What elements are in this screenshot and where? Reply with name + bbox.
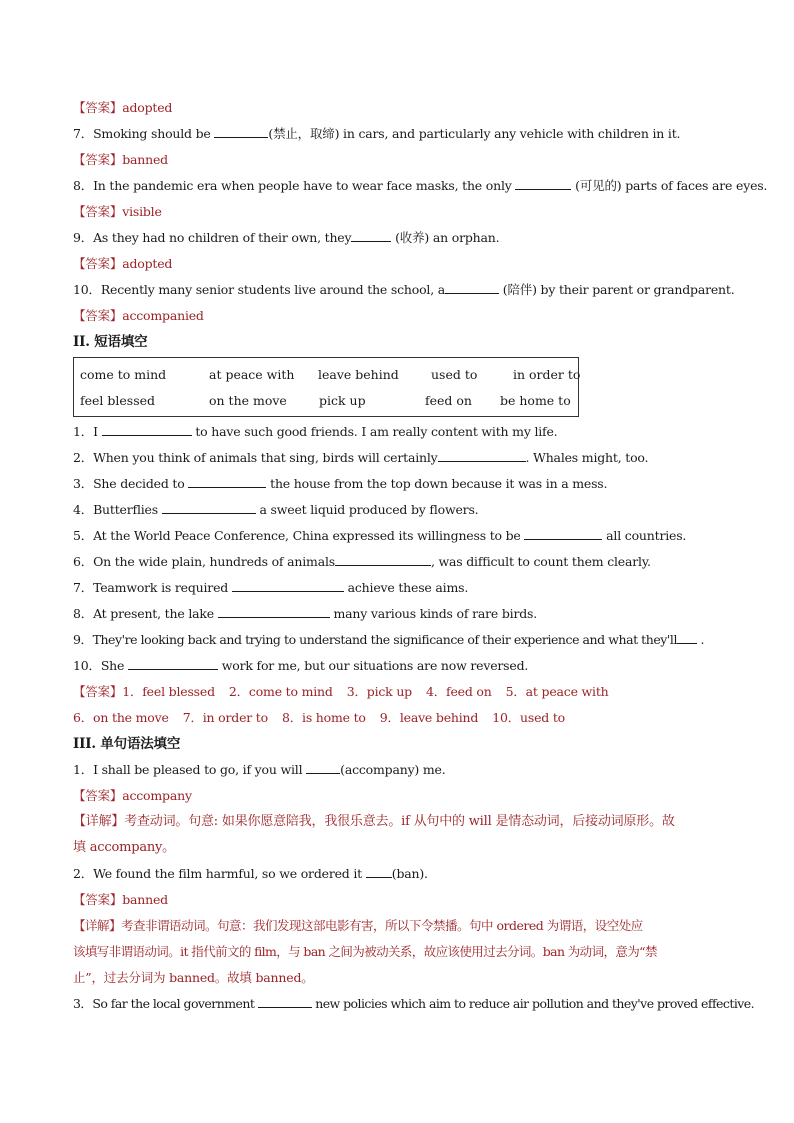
question-row: 2．When you think of animals that sing, birds will certainly . Whales might, too. [73, 450, 649, 465]
answer-line: 【答案】banned [73, 892, 168, 907]
blank[interactable] [188, 475, 266, 488]
phrase: feed on [425, 393, 472, 408]
question-10: 10．Recently many senior students live around the school, a (陪伴) by their parent or grandparent. [73, 282, 735, 297]
blank[interactable] [306, 761, 340, 774]
phrase: come to mind [80, 367, 167, 382]
question-row: 3．She decided to the house from the top down because it was in a mess. [73, 476, 608, 491]
question-row: 6．On the wide plain, hundreds of animals , was difficult to count them clearly. [73, 554, 651, 569]
blank[interactable] [445, 281, 499, 294]
blank[interactable] [258, 995, 312, 1008]
blank[interactable] [218, 605, 330, 618]
question-row: 7．Teamwork is required achieve these aims. [73, 580, 469, 595]
phrase: used to [431, 367, 478, 382]
question-row: 5．At the World Peace Conference, China expressed its willingness to be all countries. [73, 528, 687, 543]
phrase: at peace with [209, 367, 295, 382]
question-row: 9．They're looking back and trying to understand the significance of their experience and what they'll . [73, 632, 705, 647]
section-heading: III. 单句语法填空 [73, 736, 181, 752]
detail-line: 止”，过去分词为 banned。故填 banned。 [73, 970, 314, 985]
answer-line: 【答案】banned [73, 152, 168, 167]
question-row: 2．We found the film harmful, so we ordered it (ban). [73, 866, 428, 881]
phrase: in order to [513, 367, 581, 382]
phrase-bank [73, 357, 579, 417]
phrase: be home to [500, 393, 571, 408]
answer-text: adopted [122, 100, 173, 115]
blank[interactable] [232, 579, 344, 592]
question-7: 7．Smoking should be (禁止，取缔) in cars, and particularly any vehicle with children in it. [73, 126, 681, 141]
answer-line [73, 99, 172, 117]
answer-tag: 【答案】 [73, 100, 123, 115]
answer-list: 6．on the move 7．in order to 8．is home to 9．leave behind 10．used to [73, 710, 565, 725]
blank[interactable] [102, 423, 192, 436]
detail-line: 该填写非谓语动词。it 指代前文的 film，与 ban 之间为被动关系，故应该使用过去分词。ban 为动词，意为“禁 [73, 944, 657, 959]
answer-list: 【答案】1．feel blessed 2．come to mind 3．pick up 4．feed on 5．at peace with [73, 684, 609, 699]
question-row: 4．Butterflies a sweet liquid produced by flowers. [73, 502, 479, 517]
answer-line: 【答案】visible [73, 204, 162, 219]
blank[interactable] [677, 631, 697, 644]
question-row: 1．I to have such good friends. I am really content with my life. [73, 424, 558, 439]
blank[interactable] [515, 177, 571, 190]
detail-line: 填 accompany。 [73, 840, 175, 855]
answer-line: 【答案】accompany [73, 788, 192, 803]
blank[interactable] [214, 125, 268, 138]
phrase: leave behind [318, 367, 399, 382]
blank[interactable] [366, 865, 392, 878]
blank[interactable] [128, 657, 218, 670]
question-8: 8．In the pandemic era when people have to wear face masks, the only (可见的) parts of faces are eyes. [73, 178, 768, 193]
blank[interactable] [438, 449, 526, 462]
blank[interactable] [162, 501, 256, 514]
question-row: 10．She work for me, but our situations are now reversed. [73, 658, 529, 673]
phrase: pick up [319, 393, 366, 408]
blank[interactable] [524, 527, 602, 540]
question-row: 1．I shall be pleased to go, if you will (accompany) me. [73, 762, 446, 777]
phrase: feel blessed [80, 393, 156, 408]
question-row: 8．At present, the lake many various kinds of rare birds. [73, 606, 538, 621]
blank[interactable] [335, 553, 431, 566]
phrase: on the move [209, 393, 287, 408]
answer-line: 【答案】adopted [73, 256, 173, 271]
detail-line: 【详解】考查动词。句意: 如果你愿意陪我，我很乐意去。if 从句中的 will 是情态动词，后接动词原形。故 [73, 814, 675, 829]
question-9: 9．As they had no children of their own, they (收养) an orphan. [73, 230, 500, 245]
blank[interactable] [351, 229, 391, 242]
question-row: 3．So far the local government new policies which aim to reduce air pollution and they've proved effective. [73, 996, 755, 1011]
answer-line: 【答案】accompanied [73, 308, 204, 323]
detail-line: 【详解】考查非谓语动词。句意：我们发现这部电影有害，所以下令禁播。句中 ordered 为谓语，设空处应 [73, 918, 643, 933]
section-heading: II. 短语填空 [73, 334, 148, 350]
